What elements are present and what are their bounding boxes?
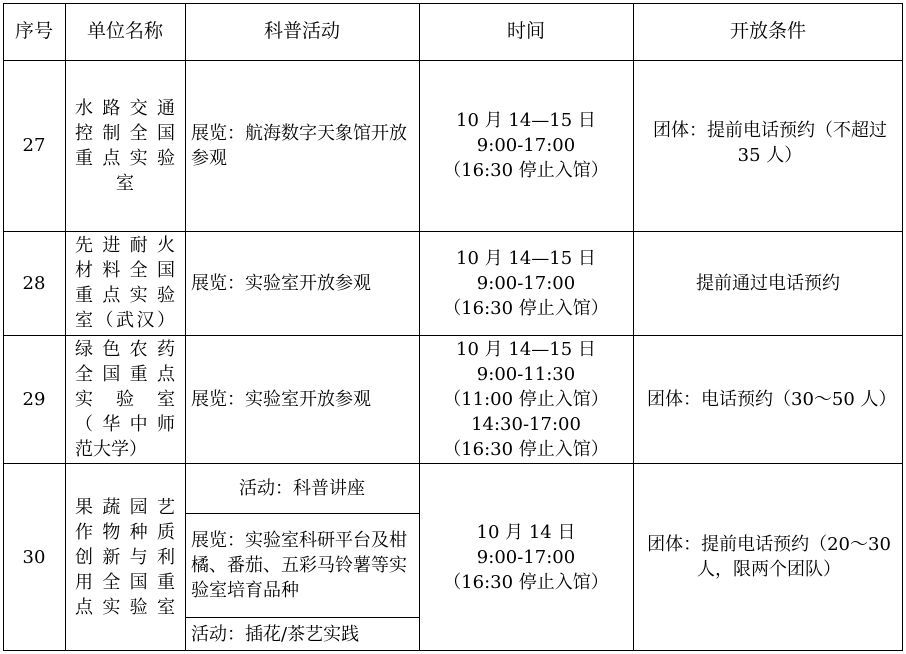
unit-line: 材料全国 xyxy=(75,260,175,281)
table-row-activity: 展览：实验室开放参观 xyxy=(191,272,371,294)
table-border xyxy=(3,650,903,651)
table-border xyxy=(3,335,903,336)
table-border xyxy=(3,3,903,4)
time-line: （16:30 停止入馆） xyxy=(443,438,609,460)
table-row-condition: 团体：提前电话预约（不超过 35 人） xyxy=(653,119,887,166)
table-row-condition: 提前通过电话预约 xyxy=(696,272,840,294)
unit-line: 室 xyxy=(116,172,134,194)
time-line: 10 月 14 日 xyxy=(476,521,576,543)
table-row-index: 28 xyxy=(22,272,46,294)
table-border xyxy=(633,3,634,651)
unit-line: 全国重点 xyxy=(75,363,175,385)
time-line: （16:30 停止入馆） xyxy=(443,160,609,181)
time-line: 10 月 14—15 日 xyxy=(456,338,596,360)
header-condition: 开放条件 xyxy=(729,20,806,42)
unit-line: 实验室 xyxy=(75,388,175,410)
table-row-activity: 展览：实验室开放参观 xyxy=(191,388,371,410)
time-line: （16:30 停止入馆） xyxy=(443,571,609,593)
unit-line: 重点实验 xyxy=(75,285,175,306)
table-row-time xyxy=(419,231,633,335)
table-row-unit xyxy=(65,335,185,463)
table-row-activity: 展览：航海数字天象馆开放参观 xyxy=(191,122,407,169)
header-unit: 单位名称 xyxy=(86,20,163,42)
unit-line: 点实验室 xyxy=(75,596,175,618)
table-border xyxy=(185,513,419,514)
table-row-condition: 团体：提前电话预约（20～30 人，限两个团队） xyxy=(647,534,891,580)
header-index: 序号 xyxy=(14,20,53,42)
unit-line: 创新与利 xyxy=(75,546,175,568)
table-row-index: 29 xyxy=(22,388,46,410)
time-line: 14:30-17:00 xyxy=(471,413,581,435)
table-border xyxy=(3,231,903,232)
unit-line: 绿色农药 xyxy=(75,338,175,360)
table-row-unit xyxy=(65,60,185,231)
header-time: 时间 xyxy=(506,20,545,42)
table-border xyxy=(185,617,419,618)
table-border xyxy=(902,3,903,651)
table-border xyxy=(3,463,903,464)
table-row-activity: 活动：科普讲座 xyxy=(239,477,365,499)
unit-line: 室（武汉） xyxy=(75,310,175,331)
time-line: 9:00-17:00 xyxy=(476,135,576,156)
open-day-table xyxy=(3,3,903,651)
table-row-unit xyxy=(65,463,185,651)
table-border xyxy=(419,3,420,651)
time-line: 9:00-17:00 xyxy=(476,546,576,568)
time-line: （16:30 停止入馆） xyxy=(443,297,609,319)
table-border xyxy=(185,3,186,651)
table-row-index: 27 xyxy=(22,135,46,156)
unit-line: 重点实验 xyxy=(75,147,175,169)
table-border xyxy=(65,3,66,651)
time-line: （11:00 停止入馆） xyxy=(443,388,609,410)
unit-line: 果蔬园艺 xyxy=(75,496,175,518)
table-border xyxy=(3,60,903,61)
time-line: 9:00-17:00 xyxy=(476,272,576,294)
table-row-time xyxy=(419,463,633,651)
time-line: 10 月 14—15 日 xyxy=(456,247,596,269)
table-row-time xyxy=(419,60,633,231)
table-border xyxy=(3,3,4,651)
unit-line: 控制全国 xyxy=(75,122,175,144)
time-line: 9:00-11:30 xyxy=(476,363,576,385)
table-row-unit xyxy=(65,231,185,335)
unit-line: 先进耐火 xyxy=(75,235,175,256)
unit-line: 用全国重 xyxy=(75,571,175,593)
unit-line: 作物种质 xyxy=(75,521,175,543)
unit-line: 水路交通 xyxy=(75,97,175,119)
unit-line: 范大学） xyxy=(75,438,147,460)
unit-line: （华中师 xyxy=(75,413,175,435)
table-row-time xyxy=(419,335,633,463)
table-row-condition: 团体：电话预约（30～50 人） xyxy=(647,388,897,410)
time-line: 10 月 14—15 日 xyxy=(456,110,596,131)
table-row-activity: 展览：实验室科研平台及柑橘、番茄、五彩马铃薯等实验室培育品种 xyxy=(191,529,407,601)
header-activity: 科普活动 xyxy=(263,20,340,42)
table-row-activity: 活动：插花/茶艺实践 xyxy=(191,623,360,645)
table-row-index: 30 xyxy=(22,546,46,568)
